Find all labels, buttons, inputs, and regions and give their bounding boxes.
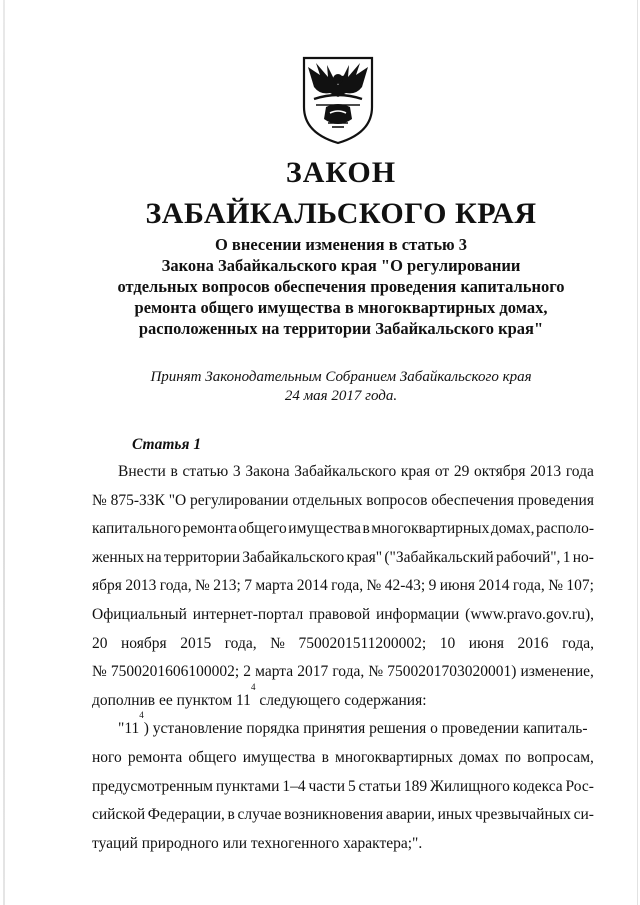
body-word: июня [439,577,476,595]
body-word: 107; [566,577,594,595]
body-word: ного [92,748,122,766]
body-line [92,773,594,802]
article-body [92,458,594,858]
body-word: № [270,634,285,652]
body-line [92,572,594,601]
body-word: имущества [242,748,316,766]
body-word: возникновения [284,806,384,824]
body-word: 213; [213,577,241,595]
body-word: в [362,520,370,538]
body-word: проведения [517,491,594,509]
body-word: по [504,748,521,766]
body-word: статьи [358,777,402,795]
body-line [92,458,594,487]
body-word: 189 [403,777,428,795]
body-word: си- [573,806,594,824]
zabaykalsky-coat-of-arms-icon [300,55,376,145]
body-line-text: дополнив ее пунктом 11 [92,691,251,709]
body-word: капитального [92,520,182,538]
body-word: года, [562,634,594,652]
body-line [92,630,594,659]
body-word: 7500201606100002; [110,663,240,681]
body-word: интернет-портал [192,605,304,623]
body-word: 2015 [180,634,212,652]
body-word: 2017 [297,663,329,681]
body-word: женных [92,548,145,566]
body-word: 29 [453,463,470,480]
body-word: общего [238,520,287,538]
superscript: 4 [139,710,144,721]
body-word: № [368,663,384,681]
body-line [92,830,594,859]
body-word: Забайкальского [242,548,345,566]
body-word: части [308,777,346,795]
body-word: от [434,463,450,480]
body-word: но- [572,548,594,566]
body-word: № [366,577,382,595]
body-line [92,515,594,544]
body-word: 2 [243,663,252,681]
body-word: марта [255,663,294,681]
subject-line: отдельных вопросов обеспечения проведения капитального [117,277,565,296]
body-word: аварии, [385,806,435,824]
body-word: года, [332,663,365,681]
body-word: регулировании [190,491,289,509]
body-word: 9 [428,577,437,595]
subject-line: Закона Забайкальского края "О регулировании [161,256,521,275]
body-word: (www.pravo.gov.ru), [465,605,594,623]
adoption-date: 24 мая 2017 года. [284,388,398,404]
body-word: ремонта [127,748,183,766]
body-word: Официальный [92,605,187,623]
body-line-text: "11 [118,720,140,738]
body-word: 5 [347,777,356,795]
body-word: сийской [92,806,146,824]
body-line [92,710,594,744]
body-word: Внести [118,463,166,480]
body-word: № [92,491,107,509]
body-line [92,801,594,830]
body-word: изменение, [520,663,594,681]
body-word: края" [346,548,383,566]
body-word: предусмотренным [92,777,213,795]
body-line [92,601,594,630]
body-word: 1–4 [282,777,306,795]
body-word: 1 [562,548,571,566]
body-word: многоквартирных [371,520,490,538]
body-word: 7500201703020001) [387,663,517,681]
body-word: многоквартирных [335,748,453,766]
body-word: имущества [288,520,361,538]
subject-line: О внесении изменения в статью 3 [214,235,468,254]
body-word: 875-ЗЗК [110,491,165,509]
body-word: 2013 [530,463,562,480]
body-word: правовой [309,605,371,623]
body-word: года, [512,577,545,595]
body-line-text: ) установление порядка принятия решения о проведении капиталь- [143,720,588,738]
body-word: рабочий", [495,548,561,566]
scan-edge-left [3,0,5,905]
body-word: информации [375,605,460,623]
body-word: 2016 [517,634,549,652]
law-subject [50,234,632,339]
body-word: Рос- [565,777,594,795]
body-word: 7500201511200002; [298,634,427,652]
body-word: № [195,577,210,595]
body-word: домах [459,748,499,766]
body-word: общего [188,748,237,766]
subject-line: ремонта общего имущества в многоквартирных домах, [134,298,548,317]
body-word: иных [437,806,473,824]
body-line [92,658,594,687]
body-word: 3 [232,463,241,480]
body-word: 42-43; [384,577,426,595]
body-word: 2014 [478,577,510,595]
body-line-text: туаций природного или техногенного характера;". [92,834,423,852]
adoption-body: Принят Законодательным Собранием Забайкальского края [150,369,532,385]
body-word: 2013 [125,577,157,595]
body-word: статью [182,463,229,480]
body-word: марта [255,577,294,595]
adoption-note [40,368,640,406]
body-word: года [565,463,594,480]
body-word: территории [163,548,240,566]
body-word: домах, [490,520,535,538]
law-title [40,152,640,234]
body-word: Жилищного [429,777,510,795]
title-region: ЗАБАЙКАЛЬСКОГО КРАЯ [145,197,537,230]
body-word: обеспечения [431,491,514,509]
body-word: № [548,577,563,595]
body-word: июня [468,634,505,652]
body-word: случае [237,806,282,824]
body-word: года, [331,577,364,595]
body-word: ("Забайкальский [384,548,494,566]
body-line [92,744,594,773]
body-word: года, [224,634,257,652]
body-word: ноября [121,634,167,652]
body-word: вопросов [366,491,428,509]
body-word: 2014 [296,577,328,595]
body-word: 7 [244,577,252,595]
body-word: октября [473,463,526,480]
body-word: ября [92,577,122,595]
body-line [92,544,594,573]
body-word: № [92,663,107,681]
body-line-text: следующего содержания: [255,691,427,709]
body-word: в [170,463,178,480]
scan-edge-right [637,0,638,905]
body-line [92,681,594,716]
body-word: располо- [536,520,594,538]
body-word: Закона [245,463,290,480]
body-word: года, [159,577,192,595]
body-word: "О [168,491,187,509]
body-word: 10 [439,634,456,652]
body-word: 20 [92,634,108,652]
title-law: ЗАКОН [285,156,397,189]
body-line [92,487,594,516]
body-word: ремонта [182,520,237,538]
article-heading: Статья 1 [132,436,202,453]
body-word: Забайкальского [294,463,397,480]
body-word: на [146,548,162,566]
body-word: кодекса [512,777,563,795]
body-word: вопросам, [527,748,594,766]
body-word: в [321,748,329,766]
body-word: отдельных [292,491,363,509]
subject-line: расположенных на территории Забайкальского края" [138,319,544,338]
body-word: края [400,463,431,480]
body-word: в [227,806,235,824]
body-word: чрезвычайных [475,806,571,824]
body-word: пунктами [215,777,280,795]
body-word: Федерации, [147,806,225,824]
superscript: 4 [250,681,256,692]
